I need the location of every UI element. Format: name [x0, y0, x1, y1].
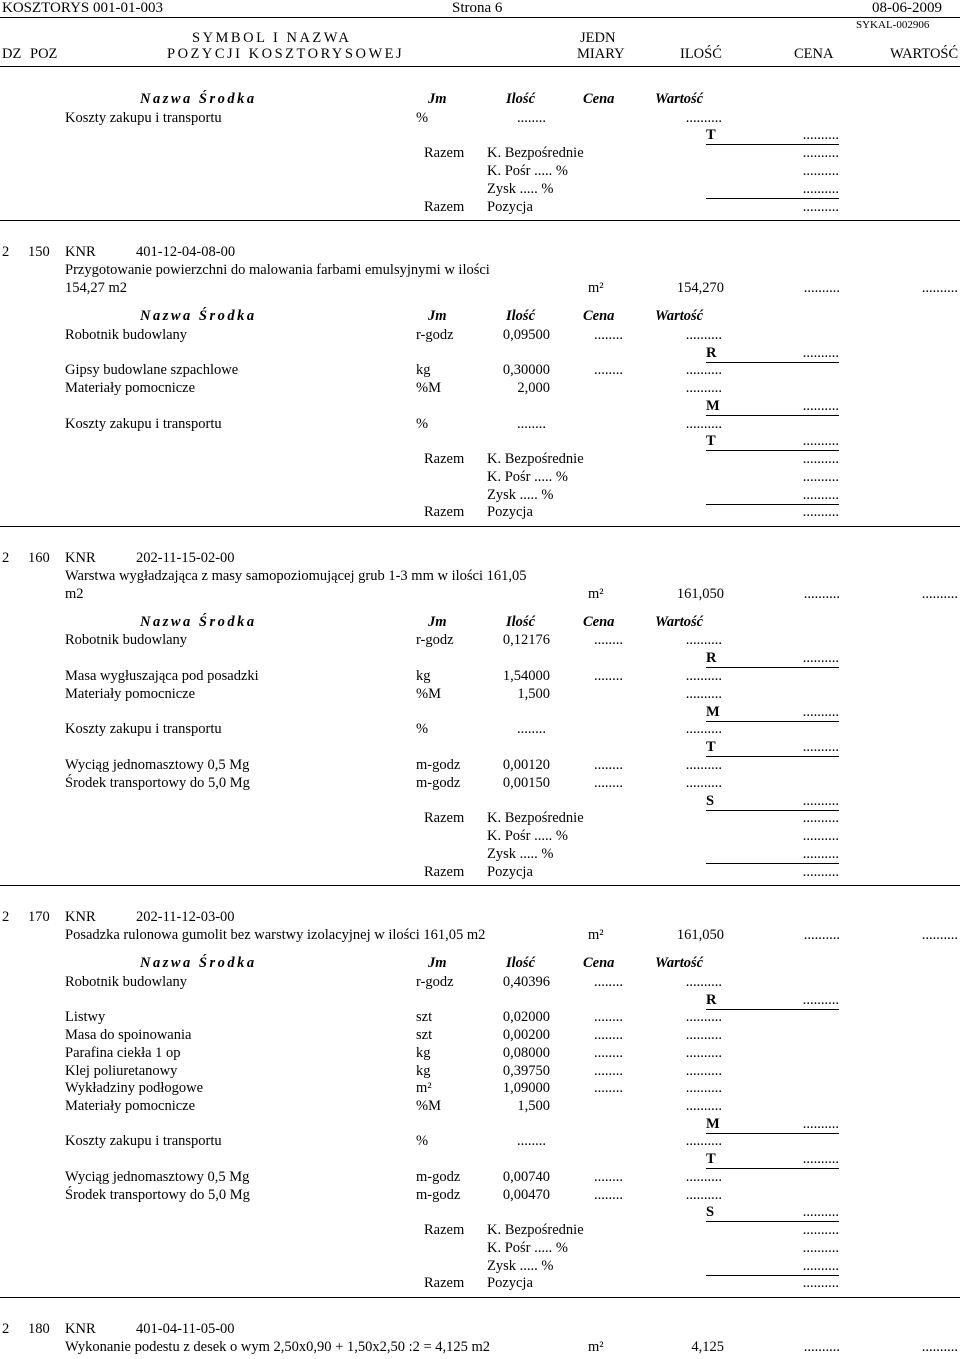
resource-quantity: 0,39750 — [502, 1063, 550, 1079]
header-bottom-rule — [0, 66, 960, 67]
pos-price: .......... — [803, 280, 840, 296]
resource-price: ........ — [594, 668, 623, 684]
resource-unit: m-godz — [416, 757, 461, 773]
pos-code: 202-11-12-03-00 — [136, 909, 235, 925]
page-number: Strona 6 — [452, 0, 503, 16]
resource-quantity: 0,40396 — [502, 974, 550, 990]
group-m-value: .......... — [802, 1116, 839, 1132]
resource-unit: m² — [416, 1080, 432, 1096]
pos-source: KNR — [65, 244, 96, 260]
group-t-label — [706, 739, 839, 757]
resource-name: Masa wygłuszająca pod posadzki — [65, 668, 259, 684]
pos-code: 202-11-15-02-00 — [136, 550, 235, 566]
resource-value: .......... — [685, 757, 722, 773]
pozycja-value: .......... — [802, 864, 839, 880]
resource-value: .......... — [685, 1045, 722, 1061]
pozycja-label: Pozycja — [487, 864, 533, 880]
group-t-value: .......... — [802, 433, 839, 449]
resource-quantity: 2,000 — [517, 380, 550, 396]
zysk-label: Zysk ..... % — [487, 181, 554, 197]
resource-value: .......... — [685, 1009, 722, 1025]
resource-value: .......... — [685, 362, 722, 378]
pozycja-label: Pozycja — [487, 504, 533, 520]
group-t-label — [706, 127, 839, 145]
pos-value: .......... — [921, 1339, 958, 1355]
col-cena: Cena — [583, 308, 615, 324]
pos-quantity: 161,050 — [676, 586, 724, 602]
resource-value: .......... — [685, 380, 722, 396]
group-s-label — [706, 793, 839, 811]
resource-name: Robotnik budowlany — [65, 632, 188, 648]
resource-unit: kg — [416, 668, 431, 684]
resource-quantity: 0,30000 — [502, 362, 550, 378]
col-wartosc: Wartość — [655, 308, 704, 324]
header-rule — [0, 17, 960, 18]
k-posrednie-label: K. Pośr ..... % — [487, 163, 568, 179]
resource-quantity: 0,00200 — [502, 1027, 550, 1043]
col-wartosc: Wartość — [655, 955, 704, 971]
symbol-title: SYMBOL I NAZWA — [192, 30, 352, 46]
resource-price: ........ — [594, 327, 623, 343]
k-posrednie-value: .......... — [802, 1240, 839, 1256]
col-cena: Cena — [583, 91, 615, 107]
group-s-letter: S — [706, 793, 715, 809]
section-rule — [0, 220, 960, 221]
col-nazwa-srodka: Nazwa Środka — [140, 614, 257, 630]
zysk-label: Zysk ..... % — [487, 487, 554, 503]
group-t-value: .......... — [802, 1151, 839, 1167]
zysk-value: .......... — [706, 487, 839, 505]
group-m-letter: M — [706, 1116, 720, 1132]
resource-unit: m-godz — [416, 775, 461, 791]
k-bezposrednie-label: K. Bezpośrednie — [487, 451, 584, 467]
resource-unit: kg — [416, 362, 431, 378]
k-bezposrednie-label: K. Bezpośrednie — [487, 810, 584, 826]
resource-quantity: 0,00740 — [502, 1169, 550, 1185]
resource-price: ........ — [594, 632, 623, 648]
resource-value: .......... — [685, 686, 722, 702]
k-bezposrednie-value: .......... — [802, 1222, 839, 1238]
resource-unit: % — [416, 110, 429, 126]
resource-price: ........ — [517, 1133, 546, 1149]
resource-name: Parafina ciekła 1 op — [65, 1045, 181, 1061]
resource-unit: m-godz — [416, 1169, 461, 1185]
resource-name: Koszty zakupu i transportu — [65, 1133, 222, 1149]
resource-quantity: 0,12176 — [502, 632, 550, 648]
resource-quantity: 0,02000 — [502, 1009, 550, 1025]
resource-price: ........ — [594, 974, 623, 990]
resource-quantity: 1,54000 — [502, 668, 550, 684]
zysk-label: Zysk ..... % — [487, 846, 554, 862]
resource-name: Koszty zakupu i transportu — [65, 110, 222, 126]
resource-price: ........ — [594, 775, 623, 791]
document-date: 08-06-2009 — [872, 0, 942, 16]
pos-description-cont: m2 — [65, 586, 84, 602]
resource-value: .......... — [685, 1169, 722, 1185]
resource-value: .......... — [685, 775, 722, 791]
resource-price: ........ — [594, 757, 623, 773]
col-ilosc: Ilość — [506, 614, 535, 630]
resource-unit: % — [416, 416, 429, 432]
resource-name: Materiały pomocnicze — [65, 686, 196, 702]
pos-dz: 2 — [2, 244, 10, 260]
pos-unit: m² — [588, 586, 604, 602]
resource-quantity: 0,08000 — [502, 1045, 550, 1061]
pos-price: .......... — [803, 586, 840, 602]
col-ilosc: Ilość — [506, 91, 535, 107]
col-jm: Jm — [428, 308, 447, 324]
resource-name: Listwy — [65, 1009, 106, 1025]
resource-price: ........ — [594, 1027, 623, 1043]
group-m-label — [706, 704, 839, 722]
pos-code: 401-04-11-05-00 — [136, 1321, 235, 1337]
pos-value: .......... — [921, 927, 958, 943]
col-nazwa-srodka: Nazwa Środka — [140, 955, 257, 971]
resource-name: Koszty zakupu i transportu — [65, 416, 222, 432]
pozycja-value: .......... — [802, 199, 839, 215]
pos-value: .......... — [921, 586, 958, 602]
pos-description: Warstwa wygładzająca z masy samopoziomującej grub 1-3 mm w ilości 161,05 — [65, 568, 527, 584]
pozycja-value: .......... — [802, 504, 839, 520]
section-rule — [0, 1297, 960, 1298]
pos-description: Przygotowanie powierzchni do malowania farbami emulsyjnymi w ilości — [65, 262, 490, 278]
resource-name: Wyciąg jednomasztowy 0,5 Mg — [65, 1169, 250, 1185]
resource-price: ........ — [517, 110, 546, 126]
col-cena: Cena — [583, 614, 615, 630]
group-s-label — [706, 1204, 839, 1222]
razem-label: Razem — [424, 810, 465, 826]
resource-value: .......... — [685, 721, 722, 737]
pos-source: KNR — [65, 909, 96, 925]
resource-quantity: 0,00470 — [502, 1187, 550, 1203]
resource-value: .......... — [685, 668, 722, 684]
pos-number: 180 — [28, 1321, 50, 1337]
resource-quantity: 0,09500 — [502, 327, 550, 343]
pos-source: KNR — [65, 550, 96, 566]
group-m-value: .......... — [802, 398, 839, 414]
resource-unit: kg — [416, 1045, 431, 1061]
resource-value: .......... — [685, 974, 722, 990]
section-rule — [0, 526, 960, 527]
group-t-label — [706, 433, 839, 451]
group-t-value: .......... — [802, 739, 839, 755]
resource-name: Koszty zakupu i transportu — [65, 721, 222, 737]
resource-name: Materiały pomocnicze — [65, 380, 196, 396]
razem-label: Razem — [424, 145, 465, 161]
resource-unit: szt — [416, 1009, 433, 1025]
pos-price: .......... — [803, 927, 840, 943]
resource-quantity: 1,500 — [517, 1098, 550, 1114]
group-s-letter: S — [706, 1204, 715, 1220]
pos-dz: 2 — [2, 1321, 10, 1337]
k-bezposrednie-label: K. Bezpośrednie — [487, 1222, 584, 1238]
col-jm: Jm — [428, 91, 447, 107]
resource-name: Robotnik budowlany — [65, 974, 188, 990]
group-r-value: .......... — [802, 650, 839, 666]
k-posrednie-value: .......... — [802, 469, 839, 485]
resource-unit: r-godz — [416, 327, 454, 343]
resource-price: ........ — [594, 362, 623, 378]
resource-value: .......... — [685, 1027, 722, 1043]
col-jm: Jm — [428, 955, 447, 971]
zysk-value: .......... — [706, 846, 839, 864]
pos-dz: 2 — [2, 909, 10, 925]
dz-label: DZ — [2, 46, 22, 62]
document-code: KOSZTORYS 001-01-003 — [2, 0, 163, 16]
resource-value: .......... — [685, 632, 722, 648]
resource-unit: % — [416, 721, 429, 737]
resource-unit: % — [416, 1133, 429, 1149]
resource-quantity: 1,500 — [517, 686, 550, 702]
resource-name: Materiały pomocnicze — [65, 1098, 196, 1114]
resource-quantity: 1,09000 — [502, 1080, 550, 1096]
resource-quantity: 0,00120 — [502, 757, 550, 773]
resource-price: ........ — [594, 1063, 623, 1079]
wartosc-header: WARTOŚĆ — [890, 46, 959, 62]
group-r-label — [706, 345, 839, 363]
k-bezposrednie-value: .......... — [802, 810, 839, 826]
ilosc-header: ILOŚĆ — [680, 46, 722, 62]
resource-value: .......... — [685, 110, 722, 126]
pos-value: .......... — [921, 280, 958, 296]
resource-value: .......... — [685, 1098, 722, 1114]
col-ilosc: Ilość — [506, 308, 535, 324]
group-m-letter: M — [706, 704, 720, 720]
resource-name: Masa do spoinowania — [65, 1027, 192, 1043]
group-s-value: .......... — [802, 793, 839, 809]
resource-value: .......... — [685, 327, 722, 343]
resource-price: ........ — [594, 1009, 623, 1025]
pos-dz: 2 — [2, 550, 10, 566]
k-posrednie-label: K. Pośr ..... % — [487, 1240, 568, 1256]
group-m-value: .......... — [802, 704, 839, 720]
resource-unit: r-godz — [416, 632, 454, 648]
program-code: SYKAL-002906 — [856, 19, 930, 31]
position-title: POZYCJI KOSZTORYSOWEJ — [167, 46, 405, 62]
pos-description-cont: 154,27 m2 — [65, 280, 128, 296]
zysk-label: Zysk ..... % — [487, 1258, 554, 1274]
resource-name: Robotnik budowlany — [65, 327, 188, 343]
k-posrednie-label: K. Pośr ..... % — [487, 469, 568, 485]
group-m-label — [706, 1116, 839, 1134]
col-nazwa-srodka: Nazwa Środka — [140, 308, 257, 324]
resource-value: .......... — [685, 1187, 722, 1203]
resource-value: .......... — [685, 1133, 722, 1149]
group-r-letter: R — [706, 650, 717, 666]
group-m-label — [706, 398, 839, 416]
group-r-letter: R — [706, 992, 717, 1008]
poz-label: POZ — [30, 46, 58, 62]
razem-label: Razem — [424, 451, 465, 467]
group-r-label — [706, 650, 839, 668]
resource-price: ........ — [594, 1169, 623, 1185]
resource-unit: %M — [416, 380, 441, 396]
section-rule — [0, 885, 960, 886]
resource-unit: szt — [416, 1027, 433, 1043]
group-r-value: .......... — [802, 992, 839, 1008]
col-nazwa-srodka: Nazwa Środka — [140, 91, 257, 107]
resource-name: Środek transportowy do 5,0 Mg — [65, 1187, 250, 1203]
resource-unit: %M — [416, 686, 441, 702]
group-r-letter: R — [706, 345, 717, 361]
group-r-label — [706, 992, 839, 1010]
group-t-letter: T — [706, 1151, 716, 1167]
pozycja-label: Pozycja — [487, 199, 533, 215]
col-wartosc: Wartość — [655, 614, 704, 630]
zysk-value: .......... — [706, 1258, 839, 1276]
group-t-value: .......... — [802, 127, 839, 143]
pos-quantity: 4,125 — [691, 1339, 724, 1355]
zysk-value: .......... — [706, 181, 839, 199]
resource-name: Klej poliuretanowy — [65, 1063, 178, 1079]
group-t-letter: T — [706, 433, 716, 449]
group-t-letter: T — [706, 739, 716, 755]
group-t-label — [706, 1151, 839, 1169]
pozycja-value: .......... — [802, 1275, 839, 1291]
k-posrednie-value: .......... — [802, 163, 839, 179]
col-jm: Jm — [428, 614, 447, 630]
resource-price: ........ — [594, 1187, 623, 1203]
k-bezposrednie-value: .......... — [802, 451, 839, 467]
miary-label: MIARY — [577, 46, 625, 62]
resource-name: Gipsy budowlane szpachlowe — [65, 362, 239, 378]
col-ilosc: Ilość — [506, 955, 535, 971]
resource-value: .......... — [685, 1063, 722, 1079]
pos-number: 150 — [28, 244, 50, 260]
pos-unit: m² — [588, 927, 604, 943]
pos-code: 401-12-04-08-00 — [136, 244, 236, 260]
resource-price: ........ — [594, 1045, 623, 1061]
pos-quantity: 161,050 — [676, 927, 724, 943]
col-wartosc: Wartość — [655, 91, 704, 107]
pos-quantity: 154,270 — [676, 280, 724, 296]
pozycja-label: Pozycja — [487, 1275, 533, 1291]
resource-quantity: 0,00150 — [502, 775, 550, 791]
resource-unit: m-godz — [416, 1187, 461, 1203]
razem-pozycja-label: Razem — [424, 864, 465, 880]
pos-unit: m² — [588, 1339, 604, 1355]
jedn-label: JEDN — [580, 30, 616, 46]
pos-source: KNR — [65, 1321, 96, 1337]
col-cena: Cena — [583, 955, 615, 971]
resource-unit: kg — [416, 1063, 431, 1079]
resource-value: .......... — [685, 416, 722, 432]
razem-pozycja-label: Razem — [424, 1275, 465, 1291]
k-posrednie-value: .......... — [802, 828, 839, 844]
pos-description: Wykonanie podestu z desek o wym 2,50x0,90 + 1,50x2,50 :2 = 4,125 m2 — [65, 1339, 491, 1355]
razem-pozycja-label: Razem — [424, 504, 465, 520]
pos-price: .......... — [803, 1339, 840, 1355]
resource-name: Środek transportowy do 5,0 Mg — [65, 775, 250, 791]
resource-name: Wyciąg jednomasztowy 0,5 Mg — [65, 757, 250, 773]
k-posrednie-label: K. Pośr ..... % — [487, 828, 568, 844]
resource-name: Wykładziny podłogowe — [65, 1080, 204, 1096]
resource-unit: %M — [416, 1098, 441, 1114]
pos-unit: m² — [588, 280, 604, 296]
cena-header: CENA — [794, 46, 834, 62]
pos-description: Posadzka rulonowa gumolit bez warstwy izolacyjnej w ilości 161,05 m2 — [65, 927, 486, 943]
group-m-letter: M — [706, 398, 720, 414]
k-bezposrednie-label: K. Bezpośrednie — [487, 145, 584, 161]
pos-number: 170 — [28, 909, 50, 925]
group-t-letter: T — [706, 127, 716, 143]
k-bezposrednie-value: .......... — [802, 145, 839, 161]
pos-number: 160 — [28, 550, 50, 566]
resource-unit: r-godz — [416, 974, 454, 990]
group-r-value: .......... — [802, 345, 839, 361]
resource-price: ........ — [594, 1080, 623, 1096]
group-s-value: .......... — [802, 1204, 839, 1220]
resource-price: ........ — [517, 416, 546, 432]
razem-pozycja-label: Razem — [424, 199, 465, 215]
resource-price: ........ — [517, 721, 546, 737]
razem-label: Razem — [424, 1222, 465, 1238]
resource-value: .......... — [685, 1080, 722, 1096]
